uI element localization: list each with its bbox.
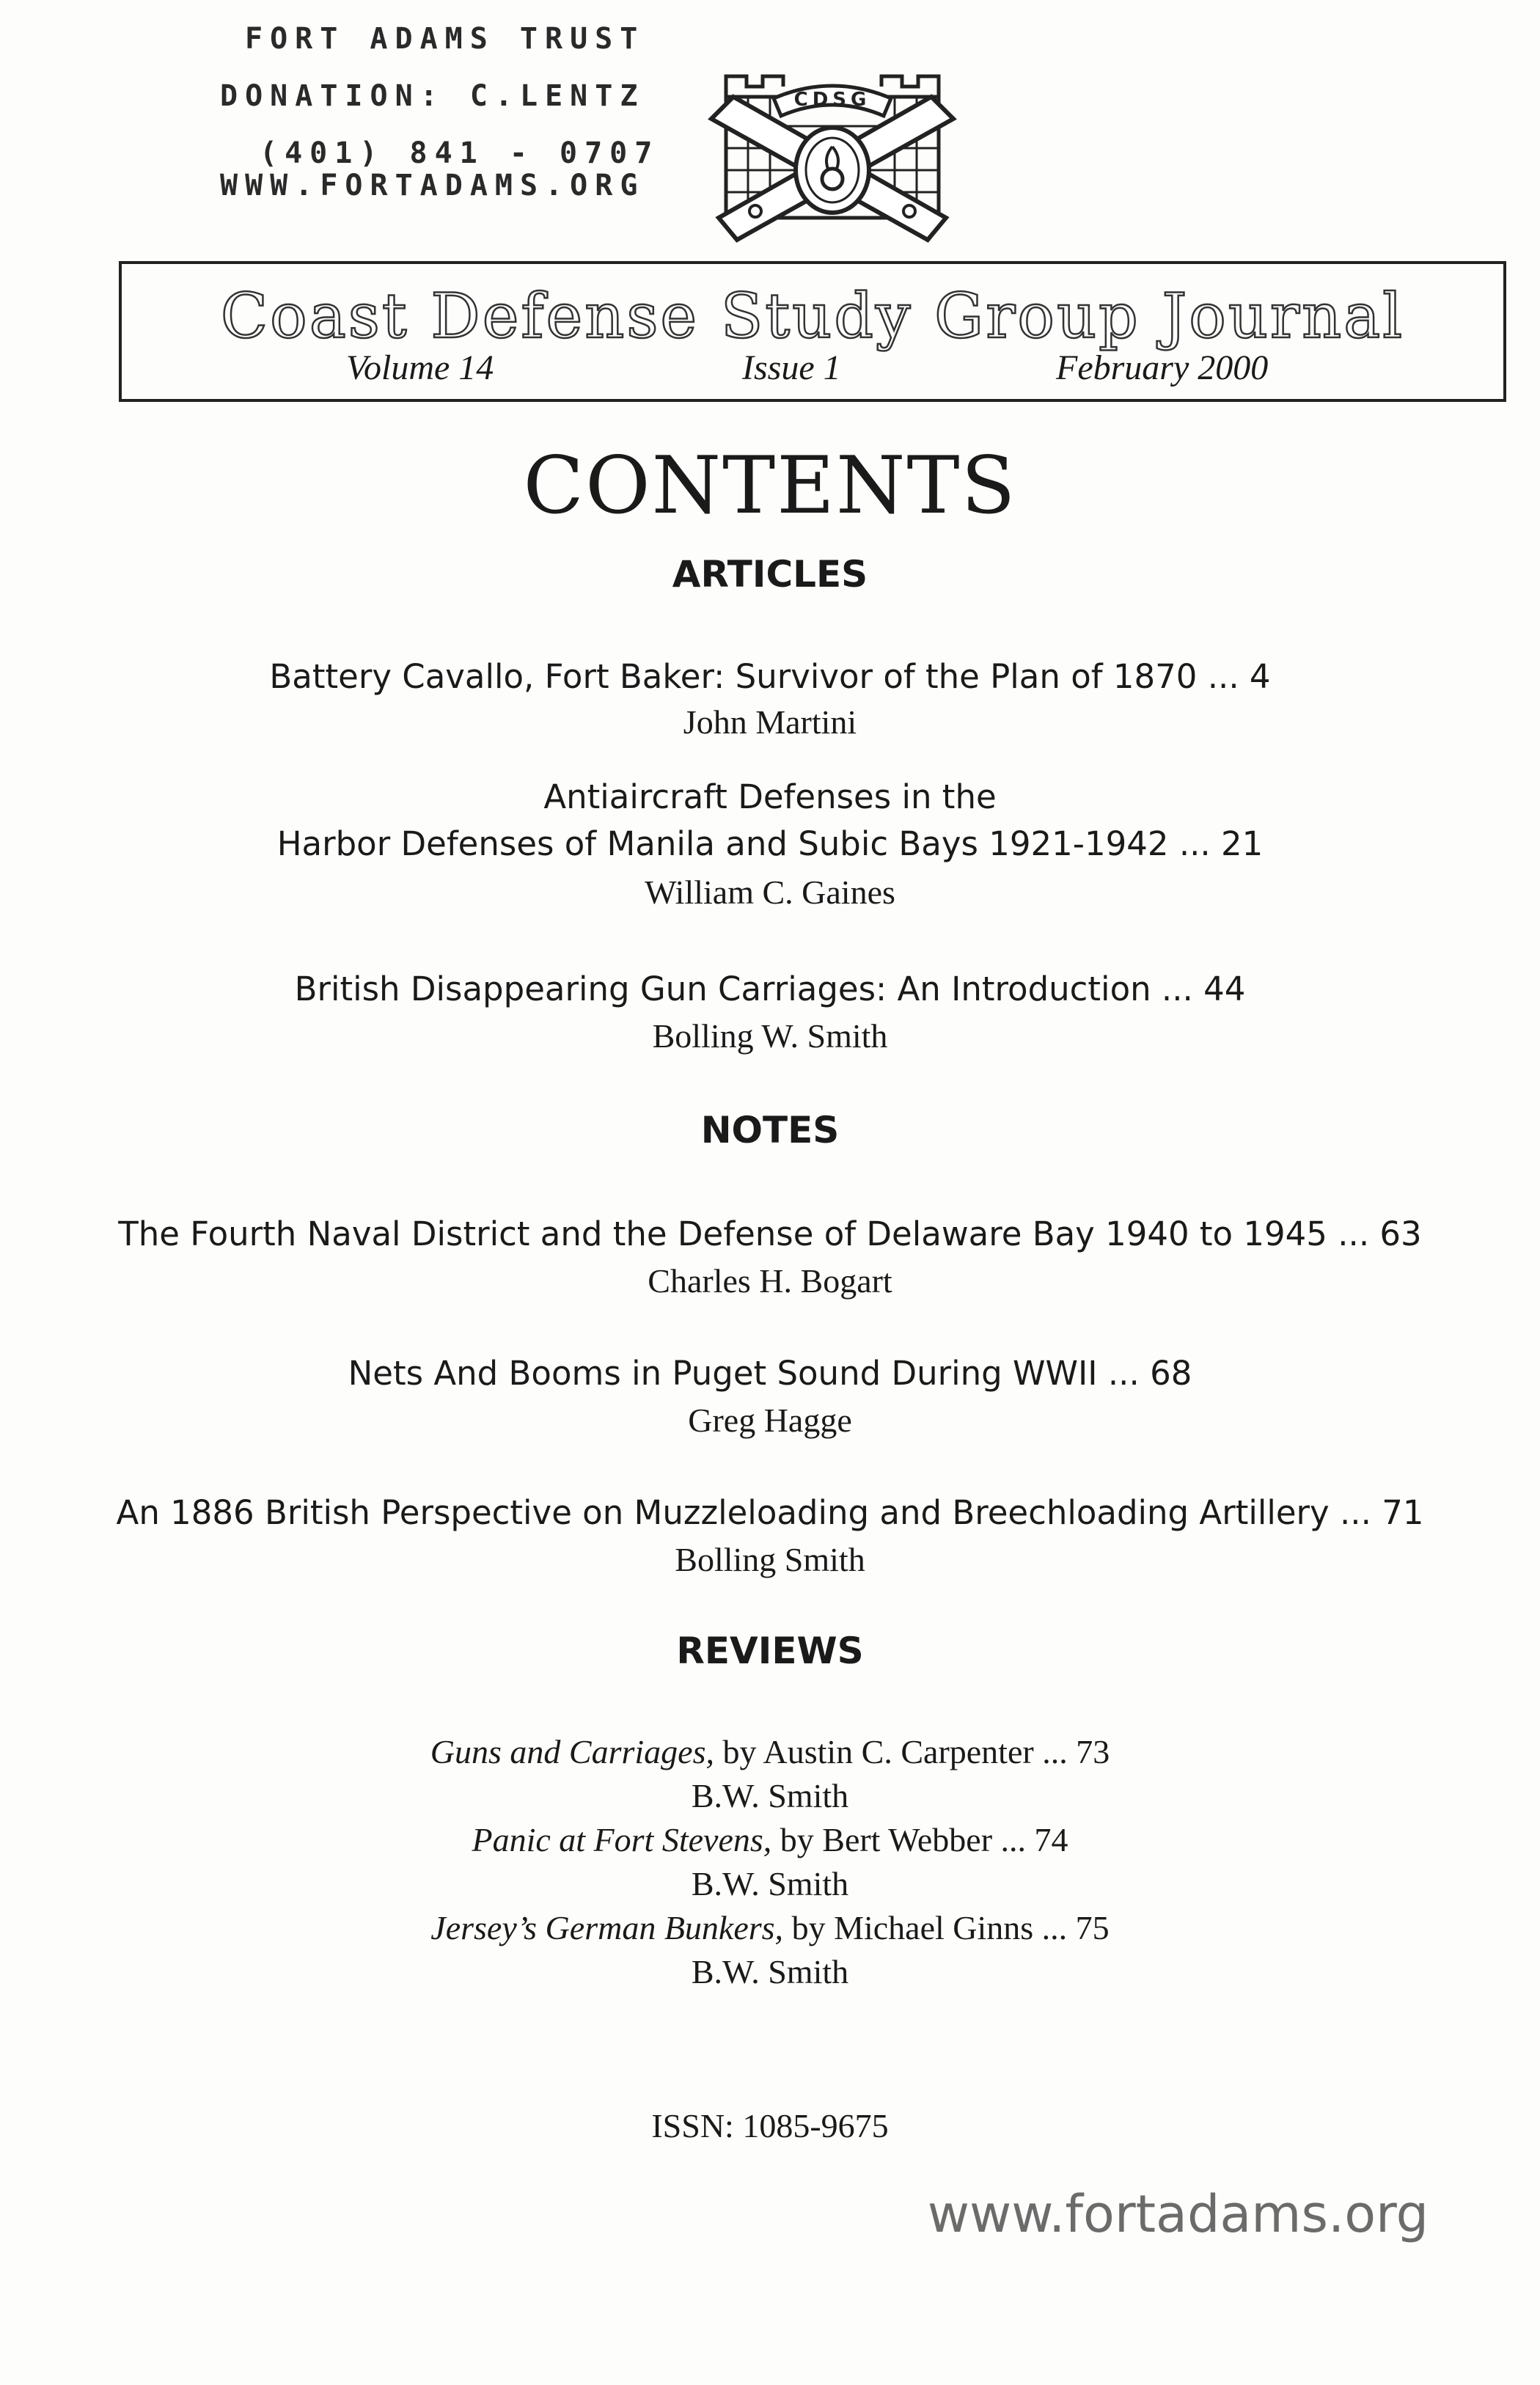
cdsg-logo-icon [704, 67, 961, 247]
review-entry [0, 1820, 1540, 1859]
issn: ISSN: 1085-9675 [651, 2107, 889, 2144]
review-reviewer: B.W. Smith [691, 1953, 849, 1990]
stamp-line-url: WWW.FORTADAMS.ORG [220, 169, 645, 202]
stamp-line-trust: FORT ADAMS TRUST [245, 22, 645, 56]
journal-date: February 2000 [1056, 348, 1269, 387]
logo-text: CDSG [793, 89, 871, 111]
article-author: John Martini [683, 703, 857, 741]
journal-header [119, 261, 1506, 402]
review-reviewer: B.W. Smith [691, 1865, 849, 1902]
article-title-line1: Antiaircraft Defenses in the [543, 777, 997, 816]
review-book-title: Panic at Fort Stevens, [472, 1821, 772, 1858]
website-watermark: www.fortadams.org [927, 2184, 1429, 2244]
review-details: by Michael Ginns ... 75 [783, 1909, 1110, 1946]
note-title: An 1886 British Perspective on Muzzleloading and Breechloading Artillery ... 71 [116, 1493, 1424, 1532]
review-details: by Bert Webber ... 74 [771, 1821, 1068, 1858]
journal-title: Coast Defense Study Group Journal [220, 280, 1405, 352]
note-author: Bolling Smith [675, 1541, 865, 1578]
article-author: Bolling W. Smith [652, 1017, 888, 1055]
article-author: William C. Gaines [645, 873, 895, 911]
journal-volume: Volume 14 [346, 348, 494, 387]
article-title: Harbor Defenses of Manila and Subic Bays 1921-1942 ... 21 [276, 824, 1264, 863]
stamp-line-donation: DONATION: C.LENTZ [220, 79, 645, 113]
journal-issue: Issue 1 [742, 348, 841, 387]
notes-heading: NOTES [700, 1109, 840, 1151]
note-title: The Fourth Naval District and the Defense of Delaware Bay 1940 to 1945 ... 63 [118, 1215, 1422, 1253]
review-entry [0, 1908, 1540, 1947]
donation-stamp [220, 10, 659, 214]
review-reviewer: B.W. Smith [691, 1777, 849, 1814]
page-title: CONTENTS [523, 440, 1017, 532]
stamp-line-phone: (401) 841 - 0707 [260, 136, 660, 170]
articles-heading: ARTICLES [672, 553, 868, 596]
reviews-heading: REVIEWS [676, 1630, 864, 1672]
review-book-title: Guns and Carriages, [430, 1733, 715, 1770]
review-entry [0, 1732, 1540, 1771]
note-title: Nets And Booms in Puget Sound During WWII ... 68 [348, 1354, 1192, 1393]
article-title: Battery Cavallo, Fort Baker: Survivor of the Plan of 1870 ... 4 [269, 657, 1271, 696]
article-title: British Disappearing Gun Carriages: An Introduction ... 44 [294, 970, 1246, 1008]
review-details: by Austin C. Carpenter ... 73 [714, 1733, 1110, 1770]
note-author: Charles H. Bogart [648, 1262, 892, 1300]
review-book-title: Jersey’s German Bunkers, [430, 1909, 784, 1946]
note-author: Greg Hagge [688, 1402, 852, 1439]
